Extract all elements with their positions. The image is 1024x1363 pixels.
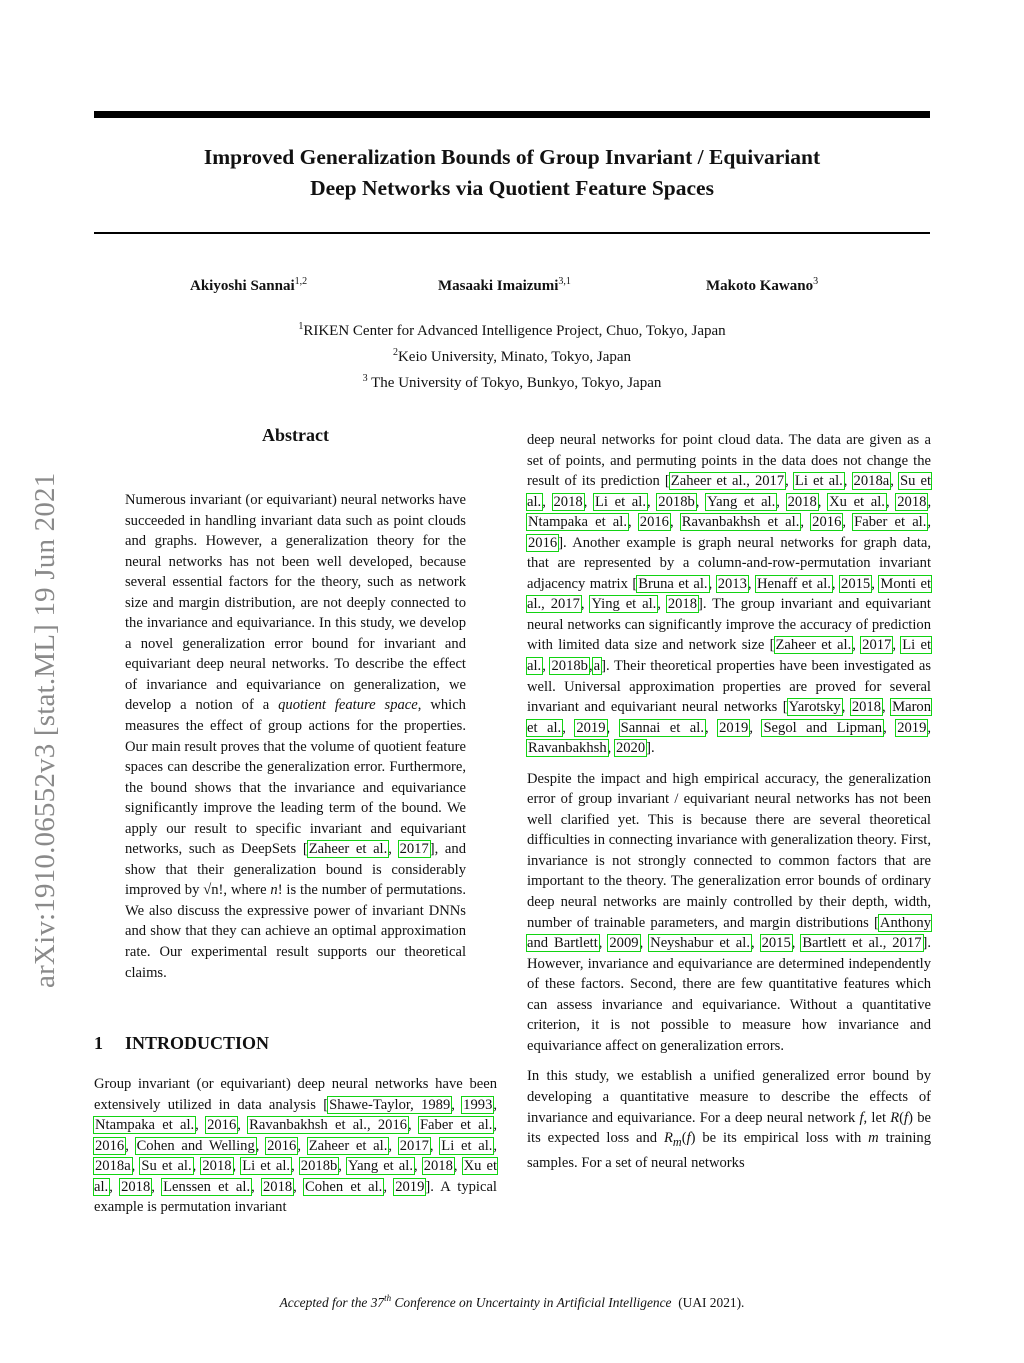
text-run: , bbox=[293, 1178, 305, 1195]
text-run: ( bbox=[681, 1130, 687, 1147]
citation-link[interactable]: 2018 bbox=[897, 493, 927, 510]
citation-link[interactable]: Zaheer et al., 2017 bbox=[670, 473, 785, 490]
citation-link[interactable]: Shawe-Taylor, 1989 bbox=[329, 1096, 451, 1113]
section-title: INTRODUCTION bbox=[125, 1033, 270, 1054]
text-run: , bbox=[695, 493, 707, 510]
text-run: , bbox=[841, 699, 851, 716]
citation-link[interactable]: 2018 bbox=[423, 1158, 453, 1175]
text-run: , bbox=[890, 473, 899, 490]
text-run: , bbox=[542, 493, 553, 510]
abstract-text bbox=[125, 490, 466, 983]
text-run: , bbox=[842, 514, 854, 531]
text-run: , let bbox=[863, 1109, 891, 1126]
citation-link[interactable]: Xu et al. bbox=[829, 493, 885, 510]
author-affiliation-mark: 3,1 bbox=[558, 276, 571, 287]
affiliation-mark: 2 bbox=[392, 347, 398, 358]
citation-link[interactable]: 2017 bbox=[862, 637, 892, 654]
citation-link[interactable]: Ntampaka et al. bbox=[95, 1117, 195, 1134]
text-run: , bbox=[383, 1178, 395, 1195]
math-sqrt-n-factorial: √n! bbox=[203, 882, 224, 899]
citation-link[interactable]: Zaheer et al. bbox=[775, 637, 852, 654]
citation-link[interactable]: Bruna et al. bbox=[638, 575, 708, 592]
text-run: , bbox=[451, 1096, 463, 1113]
citation-link[interactable]: Li et al. bbox=[242, 1158, 291, 1175]
text-run: , bbox=[598, 935, 609, 952]
citation-link[interactable]: Zaheer et al. bbox=[308, 841, 388, 858]
text-run: ]. Their theoretical properties have been investigated as well. Universal approximation properties are proved for several invariant and equivariant neural networks [ bbox=[527, 658, 932, 716]
text-run: , bbox=[562, 719, 576, 736]
text-run: , bbox=[791, 935, 802, 952]
math-variable: f bbox=[686, 1130, 691, 1147]
arxiv-stamp: arXiv:1910.06552v3 [stat.ML] 19 Jun 2021 bbox=[29, 472, 61, 988]
text-run: , bbox=[408, 1117, 419, 1134]
text-run: , bbox=[749, 719, 763, 736]
intro-paragraph-3 bbox=[527, 769, 931, 1057]
citation-link[interactable]: 1993 bbox=[463, 1096, 493, 1113]
footer-text: Conference on Uncertainty in Artificial Intelligence bbox=[391, 1295, 672, 1310]
affiliation-mark: 1 bbox=[298, 321, 304, 332]
text-run: , bbox=[125, 1137, 136, 1154]
citation-link[interactable]: Ravanbakhsh bbox=[528, 740, 607, 757]
citation-link[interactable]: 2016 bbox=[95, 1137, 125, 1154]
author-2 bbox=[438, 276, 571, 295]
section-number: 1 bbox=[94, 1033, 103, 1054]
author-affiliation-mark: 3 bbox=[813, 276, 819, 287]
text-run: , bbox=[493, 1117, 498, 1134]
citation-link[interactable]: 2018 bbox=[121, 1178, 151, 1195]
text-run: deep neural networks for point cloud data. The data are given as a set of points, and permuting points in the data does not change the result of its prediction [ bbox=[527, 432, 931, 490]
text-run: , bbox=[776, 493, 787, 510]
conference-footer bbox=[0, 1293, 1024, 1311]
text-run: , bbox=[388, 1137, 399, 1154]
citation-link[interactable]: Zaheer et al. bbox=[308, 1137, 388, 1154]
citation-link[interactable]: 2019 bbox=[719, 719, 749, 736]
text-run: , bbox=[580, 596, 591, 613]
text-run: , bbox=[669, 514, 681, 531]
citation-link[interactable]: 2018a bbox=[95, 1158, 131, 1175]
text-run: , bbox=[871, 575, 880, 592]
citation-link[interactable]: 2016 bbox=[812, 514, 842, 531]
text-run: , bbox=[927, 493, 932, 510]
citation-link[interactable]: 2018 bbox=[553, 493, 583, 510]
text-run: , bbox=[708, 575, 717, 592]
citation-link[interactable]: Segol and Lipman bbox=[763, 719, 883, 736]
citation-link[interactable]: 2018 bbox=[202, 1158, 232, 1175]
citation-link[interactable]: Ravanbakhsh et al., 2016 bbox=[249, 1117, 408, 1134]
citation-link[interactable]: Cohen et al. bbox=[305, 1178, 383, 1195]
text-run: , bbox=[338, 1158, 347, 1175]
text-run: , bbox=[232, 1158, 242, 1175]
citation-link[interactable]: Su et al. bbox=[527, 473, 932, 510]
citation-link[interactable]: 2016 bbox=[639, 514, 669, 531]
citation-link[interactable]: 2015 bbox=[761, 935, 791, 952]
right-column bbox=[527, 430, 931, 1173]
text-run: , bbox=[627, 514, 639, 531]
citation-link[interactable]: 2018 bbox=[667, 596, 698, 613]
text-run: , bbox=[606, 719, 620, 736]
footer-superscript: th bbox=[384, 1293, 392, 1303]
text-run: , bbox=[583, 493, 594, 510]
text-run: , bbox=[192, 1158, 202, 1175]
text-run: , bbox=[493, 1137, 498, 1154]
text-run: , bbox=[927, 719, 932, 736]
citation-link[interactable]: 2017 bbox=[399, 841, 429, 858]
author-3 bbox=[706, 276, 818, 295]
citation-link[interactable]: Ying et al. bbox=[591, 596, 657, 613]
citation-link[interactable]: 2018 bbox=[851, 699, 881, 716]
text-run: , bbox=[251, 1178, 262, 1195]
text-run: , where bbox=[223, 882, 271, 899]
text-run: ]. Another example is graph neural networks for graph data, that are represented by a column-and-row-permutation invariant adjacency matrix [ bbox=[527, 534, 931, 592]
citation-link[interactable]: 2018a bbox=[853, 473, 890, 490]
text-run: , bbox=[607, 740, 615, 757]
math-variable: R bbox=[890, 1109, 900, 1126]
affiliation-mark: 3 bbox=[362, 373, 368, 384]
text-run: , bbox=[588, 658, 593, 675]
math-variable: f bbox=[904, 1109, 909, 1126]
citation-link[interactable]: Maron et al. bbox=[527, 699, 932, 736]
text-run: ]. However, invariance and equivariance are determined independently of these factors. Second, there are few quantitative features which can assess invariance and equivariance. Without a quantitative criterion, it is not possible to measure how invariance and equivariance affect on generalization errors. bbox=[527, 935, 932, 1054]
text-run: , bbox=[843, 473, 853, 490]
text-run: , bbox=[892, 637, 902, 654]
citation-link[interactable]: Yang et al. bbox=[707, 493, 776, 510]
text-run: , bbox=[883, 719, 897, 736]
text-run: , bbox=[785, 473, 794, 490]
citation-link[interactable]: Yarotsky bbox=[788, 699, 841, 716]
paper-title bbox=[94, 142, 930, 204]
citation-link[interactable]: 2018 bbox=[787, 493, 817, 510]
title-line-1: Improved Generalization Bounds of Group Invariant / Equivariant bbox=[203, 145, 821, 169]
citation-link[interactable]: Ravanbakhsh et al. bbox=[681, 514, 800, 531]
citation-link[interactable]: 2018b bbox=[300, 1158, 338, 1175]
citation-link[interactable]: Yang et al. bbox=[348, 1158, 413, 1175]
citation-link[interactable]: 2013 bbox=[717, 575, 747, 592]
text-run: , bbox=[453, 1158, 463, 1175]
intro-paragraph-4 bbox=[527, 1066, 931, 1173]
text-run: , bbox=[109, 1178, 121, 1195]
text-run: , bbox=[817, 493, 829, 510]
citation-link[interactable]: 2020 bbox=[615, 740, 646, 757]
text-run: , bbox=[291, 1158, 300, 1175]
text-run: , bbox=[237, 1117, 249, 1134]
text-run: , bbox=[705, 719, 719, 736]
citation-link[interactable]: 2016 bbox=[267, 1137, 297, 1154]
author-name: Masaaki Imaizumi bbox=[438, 278, 559, 294]
title-rule bbox=[94, 232, 930, 234]
left-column bbox=[94, 425, 497, 1218]
text-run: ) be its empirical loss with bbox=[690, 1130, 869, 1147]
affiliation-1 bbox=[94, 316, 930, 342]
text-run: , bbox=[927, 514, 932, 531]
math-subscript: m bbox=[672, 1134, 682, 1149]
text-run: , bbox=[800, 514, 812, 531]
citation-link[interactable]: 2016 bbox=[207, 1117, 237, 1134]
citation-link[interactable]: Li et al. bbox=[595, 493, 646, 510]
author-affiliation-mark: 1,2 bbox=[294, 276, 308, 287]
citation-link[interactable]: Sannai et al. bbox=[620, 719, 704, 736]
text-run: ]. bbox=[646, 740, 655, 757]
citation-link[interactable]: Su et al. bbox=[141, 1158, 192, 1175]
text-run: ) be its expected loss and bbox=[527, 1109, 931, 1147]
citation-link[interactable]: 2017 bbox=[399, 1137, 429, 1154]
intro-paragraph-1 bbox=[94, 1074, 497, 1218]
citation-link[interactable]: 2009 bbox=[609, 935, 639, 952]
text-run: , bbox=[429, 1137, 441, 1154]
text-run: , bbox=[750, 935, 761, 952]
math-variable: R bbox=[663, 1130, 673, 1147]
text-run: , bbox=[151, 1178, 163, 1195]
citation-link[interactable]: Neyshabur et al. bbox=[650, 935, 750, 952]
citation-link[interactable]: Bartlett et al., 2017 bbox=[802, 935, 922, 952]
math-variable: n bbox=[270, 882, 278, 899]
citation-link[interactable]: a bbox=[593, 658, 601, 675]
text-run: ! is the number of permutations. We also discuss the expressive power of invariant DNNs and show that they can achieve an optimal approximation rate. Our experimental result supports our theoretical claims. bbox=[125, 882, 466, 981]
text-run: , bbox=[657, 596, 667, 613]
citation-link[interactable]: Monti et al., 2017 bbox=[527, 575, 932, 613]
citation-link[interactable]: Ntampaka et al. bbox=[528, 514, 627, 531]
citation-link[interactable]: Li et al. bbox=[441, 1137, 493, 1154]
text-run: , bbox=[131, 1158, 141, 1175]
affiliation-text: RIKEN Center for Advanced Intelligence Project, Chuo, Tokyo, Japan bbox=[303, 323, 726, 339]
text-run: ]. The group invariant and equivariant neural networks can significantly improve the accuracy of prediction with limited data size and network size [ bbox=[527, 596, 931, 654]
text-run: ], and show that their generalization bound is considerably improved by bbox=[125, 841, 466, 899]
text-run: ( bbox=[899, 1109, 905, 1126]
citation-link[interactable]: 2018b bbox=[658, 493, 695, 510]
citation-link[interactable]: 2019 bbox=[395, 1178, 425, 1195]
abstract-heading: Abstract bbox=[262, 425, 329, 445]
top-rule bbox=[94, 111, 930, 118]
citation-link[interactable]: Henaff et al. bbox=[757, 575, 831, 592]
citation-link[interactable]: Anthony and Bartlett bbox=[527, 914, 931, 952]
text-run: , bbox=[639, 935, 650, 952]
section-heading-introduction bbox=[94, 1033, 497, 1054]
affiliation-2 bbox=[94, 342, 930, 368]
affiliation-3 bbox=[94, 368, 930, 394]
citation-link[interactable]: 2015 bbox=[841, 575, 871, 592]
text-run: , bbox=[195, 1117, 207, 1134]
citation-link[interactable]: Xu et al. bbox=[94, 1158, 498, 1195]
citation-link[interactable]: Cohen and Welling bbox=[136, 1137, 255, 1154]
text-run: , bbox=[493, 1096, 498, 1113]
affiliation-text: Keio University, Minato, Tokyo, Japan bbox=[397, 349, 632, 365]
citation-link[interactable]: 2019 bbox=[897, 719, 927, 736]
text-run: , bbox=[831, 575, 841, 592]
citation-link[interactable]: 2018 bbox=[262, 1178, 293, 1195]
affiliation-text: The University of Tokyo, Bunkyo, Tokyo, Japan bbox=[367, 375, 662, 391]
footer-venue: (UAI 2021). bbox=[671, 1295, 745, 1310]
citation-link[interactable]: 2019 bbox=[576, 719, 606, 736]
math-variable: f bbox=[859, 1109, 864, 1126]
text-run: , which measures the effect of group actions for the properties. Our main result proves that the volume of quotient feature spaces can describe the generalization error. Furthermore, the bound shows that the invariance and equivariance significantly improve the leading term of the bound. We apply our result to specific invariant and equivariant networks, such as DeepSets [ bbox=[125, 697, 466, 858]
citation-link[interactable]: 2018b bbox=[551, 658, 588, 675]
text-run: , bbox=[747, 575, 756, 592]
math-variable: m bbox=[868, 1130, 879, 1147]
intro-paragraph-2 bbox=[527, 430, 931, 759]
text-run: , bbox=[646, 493, 658, 510]
text-run: ]. A typical example is permutation invariant bbox=[94, 1178, 497, 1216]
text-run: , bbox=[388, 841, 399, 858]
author-name: Makoto Kawano bbox=[706, 278, 814, 294]
emphasis: quotient feature space bbox=[278, 697, 418, 714]
footer-text: Accepted for the 37 bbox=[279, 1295, 385, 1310]
text-run: Group invariant (or equivariant) deep neural networks have been extensively utilized in data analysis [ bbox=[94, 1076, 497, 1113]
text-run: , bbox=[542, 658, 551, 675]
text-run: training samples. For a set of neural networks bbox=[527, 1130, 931, 1171]
author-name: Akiyoshi Sannai bbox=[190, 278, 295, 294]
citation-link[interactable]: Faber et al. bbox=[419, 1117, 493, 1134]
text-run: , bbox=[882, 699, 892, 716]
text-run: , bbox=[255, 1137, 267, 1154]
citation-link[interactable]: 2016 bbox=[528, 534, 558, 551]
text-run: , bbox=[297, 1137, 308, 1154]
affiliations bbox=[94, 316, 930, 394]
citation-link[interactable]: Li et al. bbox=[527, 637, 932, 675]
text-run: , bbox=[413, 1158, 423, 1175]
text-run: , bbox=[852, 637, 862, 654]
text-run: Numerous invariant (or equivariant) neural networks have succeeded in handling invariant data such as point clouds and graphs. However, a generalization theory for the neural networks has not been well developed, because several essential factors for the theory, such as network size and margin distribution, are not deeply connected to the invariance and equivariance. In this study, we develop a novel generalization error bound for invariant and equivariant deep neural networks. To describe the effect of invariance and equivariance on generalization, we develop a notion of a bbox=[125, 492, 466, 714]
text-run: Despite the impact and high empirical accuracy, the generalization error of group invariant / equivariant neural networks has not been well clarified yet. This is because there are several theoretical difficulties in connecting invariance with generalization theory. First, invariance is not strongly connected to common factors that are important to the theory. The generalization error bounds of ordinary deep neural networks are mainly controlled by their depth, width, number of trainable parameters, and margin distributions [ bbox=[527, 770, 931, 931]
citation-link[interactable]: Faber et al. bbox=[854, 514, 927, 531]
title-line-2: Deep Networks via Quotient Feature Spaces bbox=[310, 176, 714, 200]
text-run: , bbox=[885, 493, 897, 510]
citation-link[interactable]: Lenssen et al. bbox=[163, 1178, 251, 1195]
author-1 bbox=[190, 276, 307, 295]
text-run: In this study, we establish a unified generalized error bound by developing a quantitative measure to describe the effects of invariance and equivariance. For a deep neural network bbox=[527, 1068, 931, 1126]
citation-link[interactable]: Li et al. bbox=[794, 473, 843, 490]
